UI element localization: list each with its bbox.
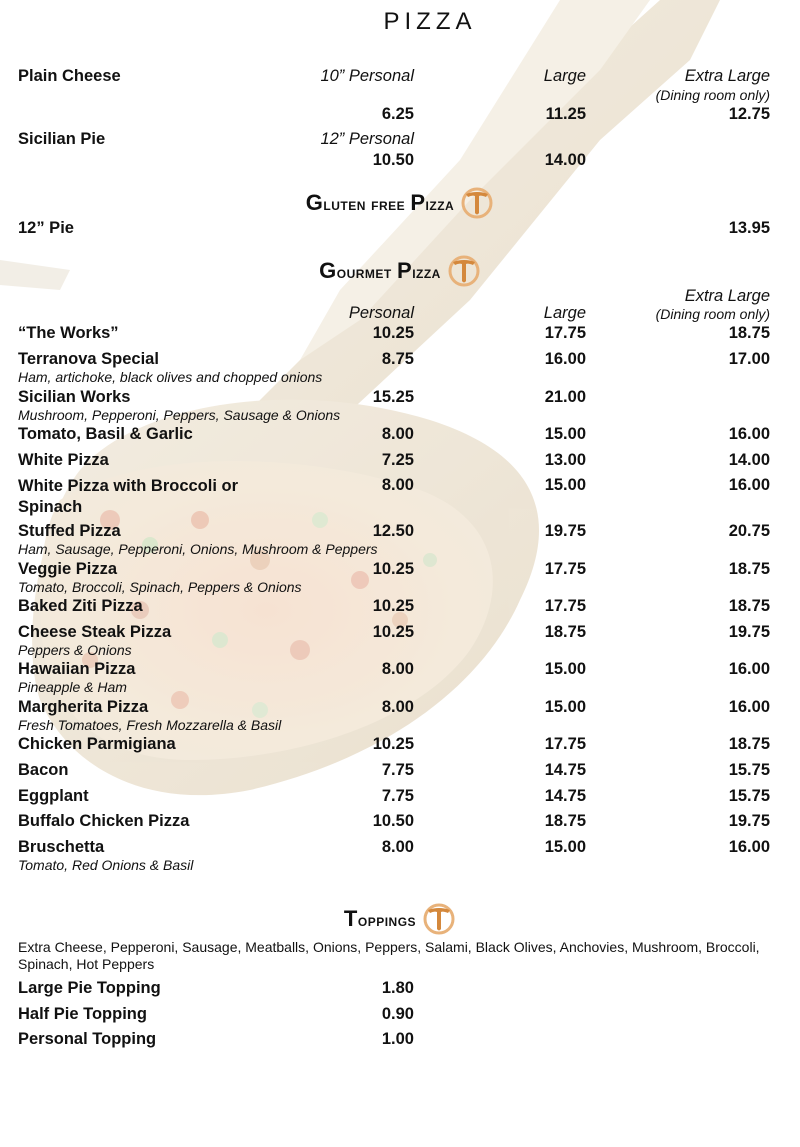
gourmet-item-name: White Pizza with Broccoli or Spinach	[18, 477, 239, 516]
item-name-personal-topping: Personal Topping	[18, 1030, 157, 1048]
item-name-12-pie: 12” Pie	[18, 219, 74, 237]
section-heading-toppings: Toppings	[0, 902, 800, 936]
gourmet-price-xlarge: 15.75	[728, 787, 770, 805]
gourmet-price-xlarge: 16.00	[728, 660, 770, 678]
price-large-pie-topping: 1.80	[381, 979, 414, 997]
gourmet-item-description: Pineapple & Ham	[18, 679, 127, 695]
gourmet-price-large: 15.00	[544, 660, 586, 678]
price-sicilian-pie-personal: 10.50	[372, 151, 414, 169]
gourmet-price-personal: 10.25	[372, 324, 414, 342]
gourmet-price-large: 17.75	[544, 735, 586, 753]
gourmet-price-xlarge: 20.75	[728, 522, 770, 540]
section-heading-gourmet: Gourmet Pizza	[0, 254, 800, 288]
page-title: PIZZA	[383, 8, 477, 35]
terranova-t-logo-icon	[422, 902, 456, 936]
gourmet-price-personal: 8.00	[381, 425, 414, 443]
gourmet-item-description: Mushroom, Pepperoni, Peppers, Sausage & Onions	[18, 407, 341, 423]
gourmet-price-personal: 12.50	[372, 522, 414, 540]
gourmet-price-xlarge: 15.75	[728, 761, 770, 779]
gourmet-item-name: “The Works”	[18, 324, 119, 342]
gourmet-item-name: Eggplant	[18, 787, 89, 805]
gourmet-item-description: Fresh Tomatoes, Fresh Mozzarella & Basil	[18, 717, 282, 733]
terranova-t-logo-icon	[460, 186, 494, 220]
section-heading-gluten-free: Gluten free Pizza	[0, 186, 800, 220]
gourmet-item-name: Cheese Steak Pizza	[18, 623, 172, 641]
gourmet-price-xlarge: 19.75	[728, 812, 770, 830]
gourmet-price-xlarge: 18.75	[728, 735, 770, 753]
gourmet-price-personal: 7.25	[381, 451, 414, 469]
gourmet-price-xlarge: 16.00	[728, 698, 770, 716]
price-sicilian-pie-large: 14.00	[544, 151, 586, 169]
gourmet-item-name: Chicken Parmigiana	[18, 735, 176, 753]
gourmet-item-name: Terranova Special	[18, 350, 159, 368]
gourmet-price-large: 15.00	[544, 838, 586, 856]
price-plain-cheese-large: 11.25	[545, 105, 586, 123]
gourmet-item-name: Buffalo Chicken Pizza	[18, 812, 190, 830]
gourmet-price-personal: 10.25	[372, 597, 414, 615]
gourmet-item-description: Tomato, Red Onions & Basil	[18, 857, 194, 873]
gourmet-header-dining-room-only: (Dining room only)	[655, 306, 770, 322]
gourmet-item-description: Ham, artichoke, black olives and chopped onions	[18, 369, 323, 385]
gourmet-price-personal: 10.25	[372, 735, 414, 753]
gourmet-price-personal: 10.50	[372, 812, 414, 830]
gourmet-price-large: 18.75	[544, 812, 586, 830]
gourmet-item-name: Bacon	[18, 761, 69, 779]
gourmet-item-name: Bruschetta	[18, 838, 105, 856]
item-name-large-pie-topping: Large Pie Topping	[18, 979, 161, 997]
header-personal-10: 10” Personal	[320, 67, 414, 85]
price-12-pie: 13.95	[728, 219, 770, 237]
item-name-sicilian-pie: Sicilian Pie	[18, 130, 106, 148]
gourmet-price-personal: 8.00	[381, 660, 414, 678]
gourmet-price-xlarge: 18.75	[728, 597, 770, 615]
gourmet-price-large: 17.75	[544, 560, 586, 578]
gourmet-item-name: Margherita Pizza	[18, 698, 149, 716]
gourmet-price-large: 18.75	[544, 623, 586, 641]
gourmet-price-personal: 7.75	[381, 761, 414, 779]
header-large: Large	[543, 67, 586, 85]
gourmet-price-large: 21.00	[544, 388, 586, 406]
gourmet-price-large: 14.75	[544, 787, 586, 805]
gourmet-price-personal: 8.75	[381, 350, 414, 368]
gourmet-price-large: 19.75	[544, 522, 586, 540]
gourmet-price-xlarge: 16.00	[728, 425, 770, 443]
gourmet-item-description: Peppers & Onions	[18, 642, 132, 658]
gourmet-price-large: 17.75	[544, 597, 586, 615]
gourmet-price-xlarge: 19.75	[728, 623, 770, 641]
gourmet-price-xlarge: 17.00	[728, 350, 770, 368]
gourmet-price-personal: 8.00	[381, 838, 414, 856]
gourmet-price-xlarge: 18.75	[728, 324, 770, 342]
header-dining-room-only: (Dining room only)	[655, 87, 770, 103]
gourmet-price-personal: 10.25	[372, 623, 414, 641]
gourmet-item-description: Ham, Sausage, Pepperoni, Onions, Mushroom & Peppers	[18, 541, 378, 557]
gourmet-price-xlarge: 16.00	[728, 838, 770, 856]
header-personal-12: 12” Personal	[320, 130, 414, 148]
toppings-list: Extra Cheese, Pepperoni, Sausage, Meatballs, Onions, Peppers, Salami, Black Olives, Anchovies, Mushroom, Broccoli, Spinach, Hot Peppers	[18, 939, 760, 972]
price-plain-cheese-personal: 6.25	[381, 105, 414, 123]
gourmet-price-xlarge: 14.00	[728, 451, 770, 469]
gourmet-price-large: 16.00	[544, 350, 586, 368]
gourmet-price-large: 13.00	[544, 451, 586, 469]
price-personal-topping: 1.00	[381, 1030, 414, 1048]
gourmet-item-description: Tomato, Broccoli, Spinach, Peppers & Onions	[18, 579, 302, 595]
gourmet-price-personal: 8.00	[381, 698, 414, 716]
gourmet-price-xlarge: 18.75	[728, 560, 770, 578]
gourmet-item-name: Tomato, Basil & Garlic	[18, 425, 193, 443]
item-name-plain-cheese: Plain Cheese	[18, 67, 121, 85]
item-name-half-pie-topping: Half Pie Topping	[18, 1005, 147, 1023]
gourmet-price-large: 17.75	[544, 324, 586, 342]
gourmet-item-name: Baked Ziti Pizza	[18, 597, 143, 615]
gourmet-price-personal: 8.00	[381, 476, 414, 494]
price-half-pie-topping: 0.90	[381, 1005, 414, 1023]
gourmet-price-personal: 10.25	[372, 560, 414, 578]
gourmet-item-name: White Pizza	[18, 451, 109, 469]
gourmet-price-large: 15.00	[544, 698, 586, 716]
gourmet-item-name: Veggie Pizza	[18, 560, 118, 578]
gourmet-item-name: Hawaiian Pizza	[18, 660, 136, 678]
gourmet-price-personal: 7.75	[381, 787, 414, 805]
gourmet-header-extra-large: Extra Large	[684, 287, 770, 305]
gourmet-price-large: 15.00	[544, 425, 586, 443]
terranova-t-logo-icon	[447, 254, 481, 288]
gourmet-price-large: 14.75	[544, 761, 586, 779]
gourmet-price-large: 15.00	[544, 476, 586, 494]
gourmet-header-personal: Personal	[348, 304, 414, 322]
gourmet-price-personal: 15.25	[372, 388, 414, 406]
header-extra-large: Extra Large	[684, 67, 770, 85]
gourmet-item-name: Stuffed Pizza	[18, 522, 121, 540]
gourmet-price-xlarge: 16.00	[728, 476, 770, 494]
gourmet-header-large: Large	[543, 304, 586, 322]
gourmet-item-name: Sicilian Works	[18, 388, 131, 406]
price-plain-cheese-xlarge: 12.75	[728, 105, 770, 123]
